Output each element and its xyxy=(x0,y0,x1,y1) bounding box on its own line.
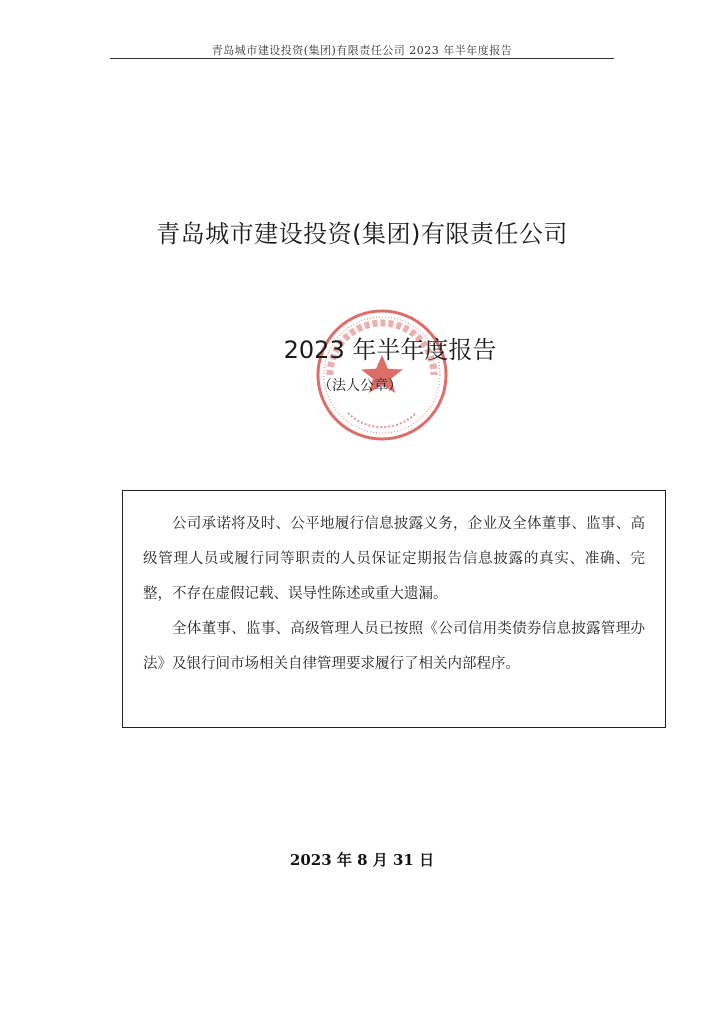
report-date: 2023 年 8 月 31 日 xyxy=(289,851,435,869)
commitment-paragraph: 全体董事、监事、高级管理人员已按照《公司信用类债券信息披露管理办法》及银行间市场相关自律管理要求履行了相关内部程序。 xyxy=(143,621,645,672)
running-header: 青岛城市建设投资(集团)有限责任公司 2023 年半年度报告 xyxy=(211,44,513,57)
company-title: 青岛城市建设投资(集团)有限责任公司 xyxy=(156,220,568,248)
header-rule xyxy=(110,58,614,59)
commitment-statement-box xyxy=(122,490,666,728)
commitment-paragraph: 公司承诺将及时、公平地履行信息披露义务，企业及全体董事、监事、高级管理人员或履行同等职责的人员保证定期报告信息披露的真实、准确、完整，不存在虚假记载、误导性陈述或重大遗漏。 xyxy=(143,516,645,602)
seal-label: （法人公章） xyxy=(318,378,402,394)
report-title: 2023 年半年度报告 xyxy=(283,336,497,364)
